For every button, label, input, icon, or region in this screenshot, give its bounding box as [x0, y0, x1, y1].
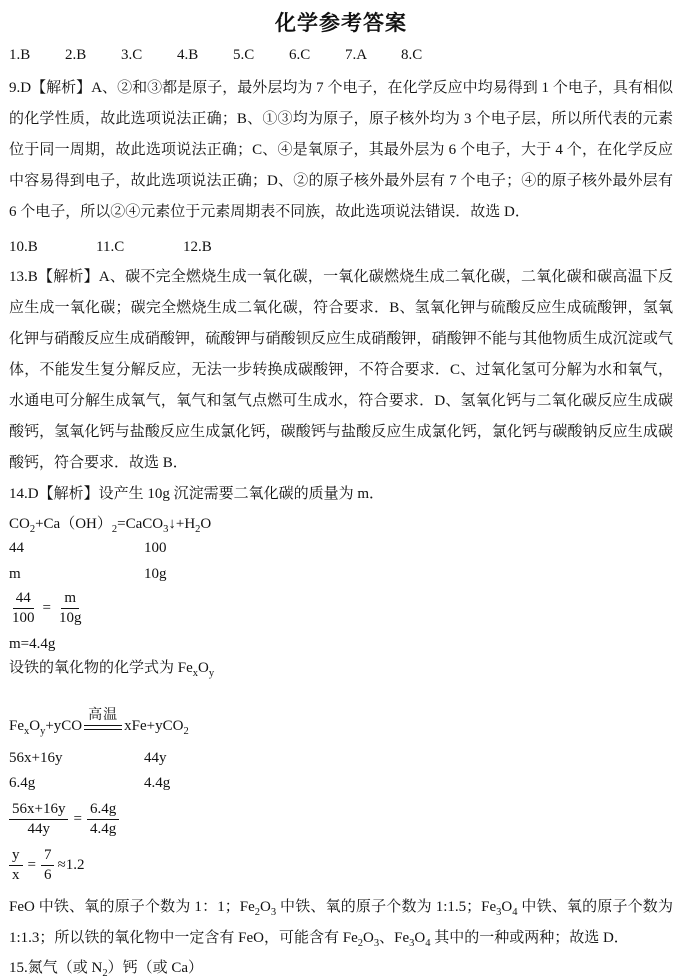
fraction [41, 846, 55, 885]
molar-ratio-row [9, 538, 673, 558]
ratio-right: 4.4g [144, 775, 171, 791]
ratio-left: m [9, 566, 21, 582]
answer-7: 7.A [345, 47, 368, 63]
answer-3: 3.C [121, 47, 143, 63]
equals-sign: = [42, 599, 51, 616]
fraction-equation-3 [9, 844, 673, 886]
explanation-question-9: 9.D【解析】A、②和③都是原子，最外层均为 7 个电子，在化学反应中均易得到 1 个电子，具有相似的化学性质，故此选项说法正确；B、①③均为原子，原子核外均为 3 个电子层，所以所代表的元素位于同一周期，故此选项说法正确；C、④是氧原子，其最外层为 6 个电子，大于 4 个，在化学反应中容易得到电子，故此选项说法正确；D、②的原子核外最外层有 7 个电子；④的原子核外最外层有 6 个电子，所以②④元素位于元素周期表不同族，故此选项说法错误．故选 D． [9, 80, 673, 220]
answer-10: 10.B [9, 239, 38, 255]
fraction [9, 846, 23, 885]
answer-row-1-8 [9, 45, 673, 65]
ratio-right: 10g [144, 566, 167, 582]
fraction [9, 800, 68, 839]
denominator: 4.4g [89, 820, 117, 837]
numerator: 56x+16y [9, 800, 68, 820]
fraction [56, 589, 85, 628]
iron-oxide-assumption: 设铁的氧化物的化学式为 $Fe_xO_y$ [9, 660, 215, 679]
fraction [87, 800, 119, 839]
numerator: y [9, 846, 23, 866]
m-result: m=4.4g [9, 636, 56, 652]
explanation-question-14-intro: 14.D【解析】设产生 10g 沉淀需要二氧化碳的质量为 m． [9, 486, 385, 502]
molar-ratio-row [9, 748, 673, 768]
answer-row-10-12 [9, 237, 673, 257]
denominator: x [12, 866, 20, 883]
explanation-question-14-conclusion: FeO 中铁、氧的原子个数为 1：1；$Fe_2O_3$ 中铁、氧的原子个数为 1:1.5；$Fe_3O_4$ 中铁、氧的原子个数为 1:1.3；所以铁的氧化物中一定含有 FeO，可能含有 $Fe_2O_3$、$Fe_3O_4$ 其中的一种或两种；故选 D． [9, 899, 673, 949]
equals-sign: = [73, 810, 82, 827]
answer-11: 11.C [96, 239, 125, 255]
answer-4: 4.B [177, 47, 199, 63]
answer-8: 8.C [401, 47, 423, 63]
numerator: 7 [41, 846, 55, 866]
numerator: m [61, 589, 79, 609]
answer-2: 2.B [65, 47, 87, 63]
approx-result: ≈1.2 [57, 856, 85, 873]
equation-right: xFe+yCO$_2$ [124, 718, 189, 737]
mass-ratio-row [9, 773, 673, 793]
answer-5: 5.C [233, 47, 255, 63]
answer-6: 6.C [289, 47, 311, 63]
page-title: 化学参考答案 [275, 11, 407, 35]
ratio-left: 56x+16y [9, 750, 63, 766]
ratio-left: 44 [9, 540, 24, 556]
numerator: 44 [13, 589, 34, 609]
mass-ratio-row [9, 564, 673, 584]
chemical-equation-caco3: $CO_2+Ca(OH)_2=CaCO_3↓+H_2O$ [9, 516, 212, 535]
fraction [9, 589, 38, 628]
answer-question-15: 15.氮气（或 $N_2$）钙（或 Ca） [9, 960, 204, 979]
double-equals-line [84, 725, 122, 730]
chemical-equation-iron-oxide [9, 694, 673, 737]
equals-sign: = [27, 856, 36, 873]
explanation-question-13: 13.B【解析】A、碳不完全燃烧生成一氧化碳，一氧化碳燃烧生成二氧化碳，二氧化碳和碳高温下反应生成一氧化碳；碳完全燃烧生成二氧化碳，符合要求．B、氢氧化钾与硫酸反应生成硫酸钾，氢氧化钾与硝酸反应生成硝酸钾，硫酸钾与硝酸钡反应生成硝酸钾，硝酸钾不能与其他物质生成沉淀或气体，不能发生复分解反应，无法一步转换成碳酸钾，不符合要求．C、过氧化氢可分解为水和氧气，水通电可分解生成氧气，氧气和氢气点燃可生成水，符合要求．D、氢氧化钙与二氧化碳反应生成碳酸钙，氢氧化钙与盐酸反应生成氯化钙，碳酸钙与盐酸反应生成氯化钙，氯化钙与碳酸钠反应生成碳酸钙，符合要求．故选 B． [9, 269, 673, 471]
numerator: 6.4g [87, 800, 119, 820]
denominator: 6 [43, 866, 52, 883]
denominator: 10g [58, 609, 82, 626]
equation-left: $Fe_xO_y+yCO$ [9, 718, 83, 737]
answer-12: 12.B [183, 239, 212, 255]
answer-1: 1.B [9, 47, 31, 63]
reaction-condition-wrap [84, 708, 122, 730]
ratio-left: 6.4g [9, 775, 36, 791]
fraction-equation-2 [9, 798, 673, 840]
ratio-right: 100 [144, 540, 167, 556]
denominator: 44y [27, 820, 50, 837]
denominator: 100 [12, 609, 35, 626]
reaction-condition-label: 高温 [88, 708, 119, 723]
fraction-equation-1 [9, 588, 673, 628]
ratio-right: 44y [144, 750, 167, 766]
